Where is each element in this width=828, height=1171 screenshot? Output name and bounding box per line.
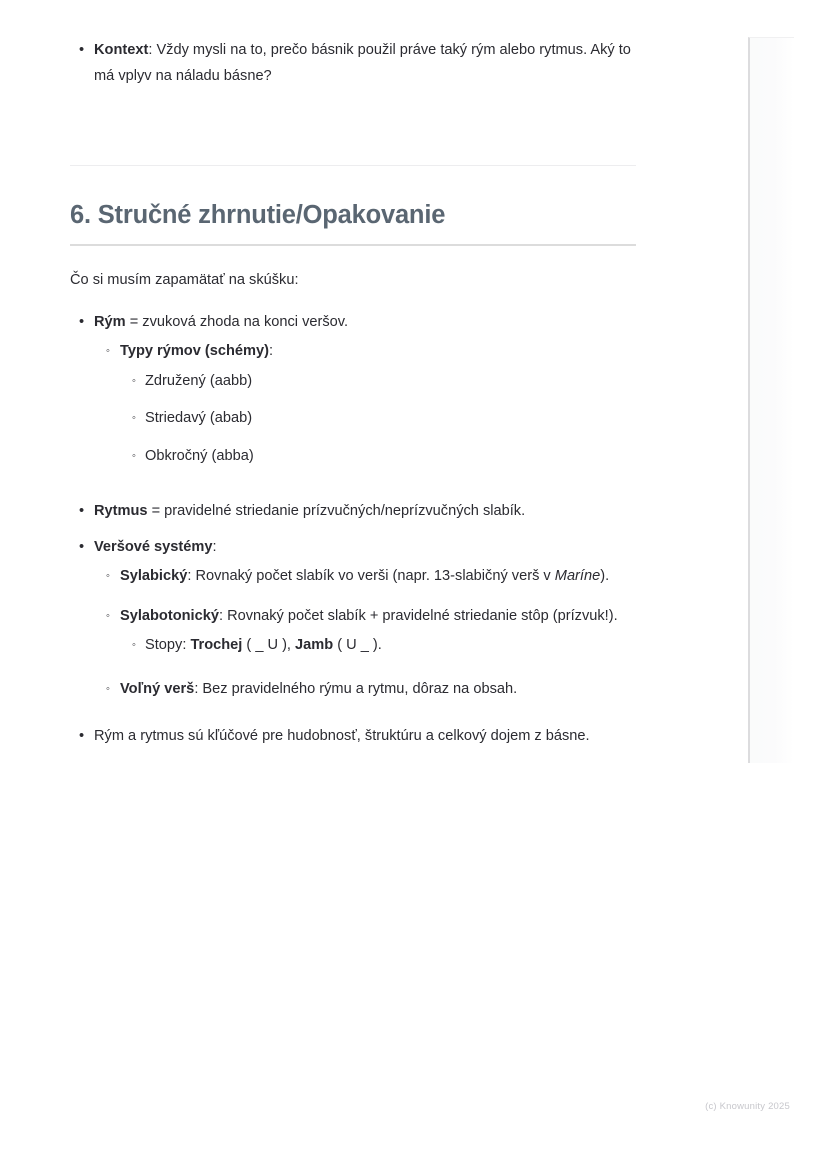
bullet-circle-icon: ◦ [106,682,110,695]
list-item-rhyme-type [120,406,636,432]
term-rytmus: Rytmus [94,503,148,520]
text-kontext: Vždy mysli na to, prečo básnik použil práve taký rým alebo rytmus. Aký to má vplyv na náladu básne? [94,42,631,84]
list-item-rytmus [70,499,636,525]
text-rytmus: = pravidelné striedanie prízvučných/neprízvučných slabík. [147,503,526,520]
sylabicky-italic-reference: Maríne [554,568,601,585]
bullet-disc-icon: • [79,313,85,330]
section-lead-text: Čo si musím zapamätať na skúšku: [70,271,299,288]
rhyme-type-label: Združený (aabb) [145,372,253,389]
summary-list [70,310,636,750]
versove-systemy-separator: : [212,538,217,555]
typy-rymov-separator: : [268,343,274,360]
bullet-disc-icon: • [79,728,85,745]
rhyme-type-label: Obkročný (abba) [145,447,254,464]
text-rym: = zvuková zhoda na konci veršov. [125,313,349,330]
list-item-closing [70,724,636,750]
list-item-rhyme-type [120,444,636,470]
rhyme-type-label: Striedavý (abab) [145,410,253,427]
page-title: 6. Stručné zhrnutie/Opakovanie [70,201,446,230]
rhyme-types-list [120,369,636,470]
closing-text: Rým a rytmus sú kľúčové pre hudobnosť, štruktúru a celkový dojem z básne. [94,728,590,745]
volny-vers-text: Bez pravidelného rýmu a rytmu, dôraz na obsah. [202,680,518,697]
term-separator: : [148,42,157,58]
list-item-typy-rymov [94,339,636,469]
list-item-rym [70,310,636,470]
list-item-kontext [70,38,636,89]
list-item-sylabotonicky [94,604,636,659]
list-item-volny-vers [94,677,636,703]
bullet-circle-icon: ◦ [132,639,136,652]
bullet-disc-icon: • [79,503,85,520]
sylabotonicky-separator: : [218,607,228,624]
sylabicky-separator: : [187,568,196,585]
intro-bullet-list [70,38,636,89]
term-sylabicky: Sylabický [120,568,188,585]
bullet-circle-icon: ◦ [132,374,136,387]
sylabicky-text-before: Rovnaký počet slabík vo verši (napr. 13-slabičný verš v [195,568,555,585]
document-content [70,0,636,750]
bullet-circle-icon: ◦ [132,412,136,425]
bullet-circle-icon: ◦ [106,609,110,622]
footer-copyright: (c) Knowunity 2025 [705,1101,790,1112]
bullet-circle-icon: ◦ [106,345,110,358]
volny-vers-separator: : [194,680,203,697]
verse-systems-list [94,564,636,702]
bullet-circle-icon: ◦ [132,449,136,462]
term-typy-rymov: Typy rýmov (schémy) [120,343,269,360]
stopy-list [120,633,636,659]
term-volny-vers: Voľný verš [120,680,195,697]
rym-sublist [94,339,636,469]
list-item-sylabicky [94,564,636,590]
bullet-circle-icon: ◦ [106,570,110,583]
list-item-stopy [120,633,636,659]
trochej-pattern: ( _ U ), [242,637,296,654]
list-item-versove-systemy [70,535,636,703]
term-sylabotonicky: Sylabotonický [120,607,219,624]
term-jamb: Jamb [295,637,334,654]
stopy-label: Stopy: [145,637,191,654]
sylabicky-text-after: ). [600,568,610,585]
heading-underline [70,244,636,246]
list-item-rhyme-type [120,369,636,395]
jamb-pattern: ( U _ ). [333,637,382,654]
bullet-disc-icon: • [79,538,85,555]
term-rym: Rým [94,313,126,330]
term-trochej: Trochej [190,637,243,654]
term-kontext: Kontext [94,42,149,58]
right-side-panel [748,37,794,763]
bullet-disc-icon: • [79,42,85,58]
term-versove-systemy: Veršové systémy [94,538,213,555]
sylabotonicky-text: Rovnaký počet slabík + pravidelné striedanie stôp (prízvuk!). [227,607,618,624]
